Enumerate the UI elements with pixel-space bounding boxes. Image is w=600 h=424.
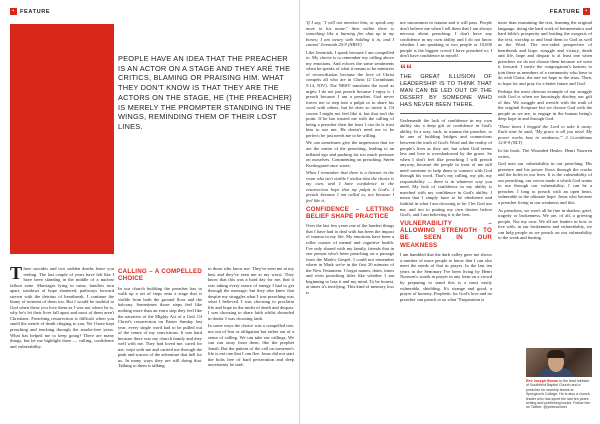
article-column-3 [208,266,294,370]
quotation: When I remember that there is a listener in the room who isn't visible I realise that the choice is my own, and I have confidence in the resurrection hope that my pulpit is God's. I preach because I am called to, not because I feel like it. [306,170,394,203]
article-column-4 [306,20,394,297]
subheading-vulnerability: VULNERABILITY – ALLOWING STRENGTH TO BE SEEN IN OUR WEAKNESS [400,219,492,249]
subheading-confidence: CONFIDENCE – LETTING BELIEF SHAPE PRACTICE [306,205,394,220]
highlight-quote: THE GREAT ILLUSION OF LEADERSHIP IS TO THINK THAT MAN CAN BE LED OUT OF THE DESERT BY SOMEONE WHO HAS NEVER BEEN THERE. [400,73,492,108]
paragraph: not uncommon in trauma and it will pass. People don't believe me when I tell them that I am always nervous about preaching. I don't have any confidence in my own ability and I do not know whether I am speaking to two people or 10,000 people is the biggest crowd I have preached to; I don't have confidence in myself. [400,20,492,59]
author-name: Rev Joseph Brown [526,379,559,383]
author-photo [526,348,592,377]
author-caption [526,379,592,410]
paragraph: I am humbled that the dark valley gave me shows a number of more people to know that I can also meet the needs of that in prayer. In the last ten years in the Seminary I've been living by Henri Nouwen's words in prayer in any form on a crowd by preparing to stand this is a most easily vulnerable, shielding. It's strange and good, a prayer of honesty. Prophetic for God's love and no preacher can preach to us what "Preparation is [400,252,492,302]
paragraph: In some ways the choice was a compelled one, not out of fear or obligation but rather out of a sense of calling. We can take our callings. We can run away from them, like the prophet Jonah. But the pattern of the call on someone's life is not one that I can flee. Jesus did not start the bolts free of hard persecution and deep uncertainty he said: [208,323,294,368]
paragraph: As preachers, we won't all be fine in shadow, grief, tragedy or brokenness. We are, of all, a grieving people. Not my own. We all are leaders in how to live with, in our brokenness and vulnerability, we can help people as we preach on our vulnerability to the weak and hurting. [498,207,592,241]
scripture-quote: 'If I say, "I will not mention him, or speak any more in his name," then within there is something like a burning fire shut up in my bones; I am weary with holding it in, and I cannot' Jeremiah 20:9 (NRSV) [306,20,394,48]
article-column-6 [498,20,592,344]
paragraph: God uses our vulnerability in our preaching. His presence and his power flows through the cracks and the holes in our lives. It is the vulnerability of our preaching, our voices made it which God wants to use through our vulnerability. I can be a preacher. I long to preach with an open heart, vulnerable to the ultimate hope. Jesus who became a preacher living in our weakness and this. [498,161,592,205]
author-bio [526,348,592,410]
highlight-quote-box [400,61,492,114]
article-column-2 [118,266,202,371]
paragraph: In his book, The Wounded Healer, Henri Nouwen writes, [498,148,592,159]
pull-quote: PEOPLE HAVE AN IDEA THAT THE PREACHER IS AN ACTOR ON A STAGE AND THEY ARE THE CRITICS, BLAMING OR PRAISING HIM. WHAT THEY DON'T KNOW IS THAT THEY ARE THE ACTORS ON THE STAGE, HE (THE PREACHER) IS MERELY THE PROMPTER STANDING IN THE WINGS, REMINDING THEM OF THEIR LOST LINES. [118,54,292,131]
scripture-quote: 'These times I begged the Lord to take it away. Each time he said, "My grace is all you need. My power works best in weakness."' 2 Corinthians 12:8-9 (NLT) [498,123,592,146]
section-label: FEATURE [549,8,580,15]
paragraph: In our church building the preacher has to walk up a set of steps onto a stage that is visible from both the ground floor and the balcony. Sometimes those steps feel like nothing more than an extra step they feel like the narrative of the Mighty Act of a God. Of Christ's resurrection on Easter Sunday last year, every single word had to be pulled out of the centre of my convictions. It was hard because there was my church family and they well with me. They had loved me, cared for me, wept with me and carried me through the peak and sorrow of the adventure that hell for us. In many ways they are still doing that. Talking to them is talking [118,285,202,369]
paragraph: Over the last few years one of the hardest things that I have had to deal with has been the impact of trauma in my life. My emotions have been a roller coaster of mental and cognitive health. I've only shared with my family, friends that in one person who's been preaching on a passage from the Mark's Gospel. I could not remember where in Mark we're in the first 20 minutes of the New Testament. I forgot names, dates, times and even preaching titles like whether I am beginning to lose it and my mind. To be honest, at times it's terrifying. This kind of memory loss is [306,223,394,295]
paragraph: hree suicides and two sudden deaths leave you reeling. The last couple of years have felt like I have been standing in the middle of a nuclear fallout zone. Marriages lying in ruins, families torn apart, windows of hope shattered, pathways forward strewn with the detritus of heartbreak. I continue the litany of torment of them too. But I would be truthful to God when these you love them as I was not where he is, why he's let their lives fall apart and most of them aren't Christians. Preaching resurrection is difficult when you smell the stench of death clinging to you. Yet I have kept preaching and teaching through the smoke-free years. What has helped me to keep going? There are many things, but let me highlight three — calling, confidence and vulnerability. [10,266,114,349]
paragraph: to those who know me. They've seen me at my best and they've seen me at my worst. They know that this was a hard day for me, that it was taking every ounce of energy I had to get through the message; but they also knew that despite my struggles what I was preaching was what I believed. I was choosing to proclaim life and hope in the midst of death and despair. I was choosing to share faith whilst shrouded in doubt. I was choosing faith. [208,266,294,321]
page-number-icon: ▪ [10,8,17,15]
quote-mark-icon: ““ [400,61,412,76]
section-label: FEATURE [20,8,51,15]
right-page [300,0,600,424]
subheading-calling: CALLING – A COMPELLED CHOICE [118,268,202,283]
paragraph: more than examining the text, learning the original language, doing the hard work of hermeneutics and hard bible's prosperity and leading the exegesis of the text, worship to and lead them to God as well as the Word. The two-sided perspective of heartbreak and hope, struggle and victory, death and life, hope and despair is at least one when preachers we do not choose them because we were it forward. I invite the congregation's hearers to join these as members of a community who have to do with Christ, the one we hope to the tears. Then, to hope for and pray for a better future and God. [498,20,592,87]
paragraph: Perhaps the most obvious example of our struggle with God is when we knowingly disobey our gift of this. We struggle and wrestle with the truth of the original Scripture but we choose God with the people as we are, to engage in the human being's deep hope in and through God. [498,88,592,122]
article-column-1 [10,263,114,351]
drop-cap: T [10,263,23,283]
article-column-5 [400,20,492,304]
paragraph: Like Jeremiah, I speak because I am compelled to. My choice is to remember my calling above my emotions. And echoes the same sentiments when he speaks of what it means to be ministers of reconciliation because the love of Christ compels all who are in Christ (2 Corinthians 5:14, NIV). The NRSV translates the word as urges: I do not just preach because I enjoy it. I preach because I am a preacher. God never forces me to step into a pulpit or to share his word with others, but he does so invite it. Of course I might not feel like it, but that isn't the point. If he has trusted me with the calling of being a preacher then the least I can do is trust him to use me. He doesn't need me to be perfect; he just needs me to be willing. [306,49,394,138]
paragraph: We can sometimes give the impression that we are the centre of the preaching, leading to an inflated ego and pushing far too much pressure on ourselves. Commenting on preaching, Søren Kierkegaard once wrote, [306,140,394,168]
red-color-block [10,24,114,254]
paragraph: Underneath the lack of confidence in my own ability sits a deep gift of confidence in God's ability. In a way, such, in trauma the preacher, to be one of building bridges and connections between the truth of God's Word and the reality of people's lives as they are; but when God seems less and love is overshadowed by the grave. So when I don't feel like preaching I will preach anyway, because the people in front of me still need someone to help them to connect with God through his word. That's my calling, my job, my responsibility — there is in whatever way you need. My lack of confidence in my ability is matched with my confidence in God's ability. I mean that I simply have to be obedience and faithful in what I am choosing to be. I let God use me, and not to putting my own desires before God's, and I am believing it is the best. [400,117,492,218]
author-description: is the lead minister of Southfield Baptist Church and a preacher for worship teams at Spurgeon's College. He is also a church leader who has spent the last ten years writing and publishing books. Follow him on Twitter: @joebrownnet [526,379,591,410]
section-header-right [550,8,590,15]
section-header-left [10,8,50,15]
page-number-icon: ▪ [583,8,590,15]
